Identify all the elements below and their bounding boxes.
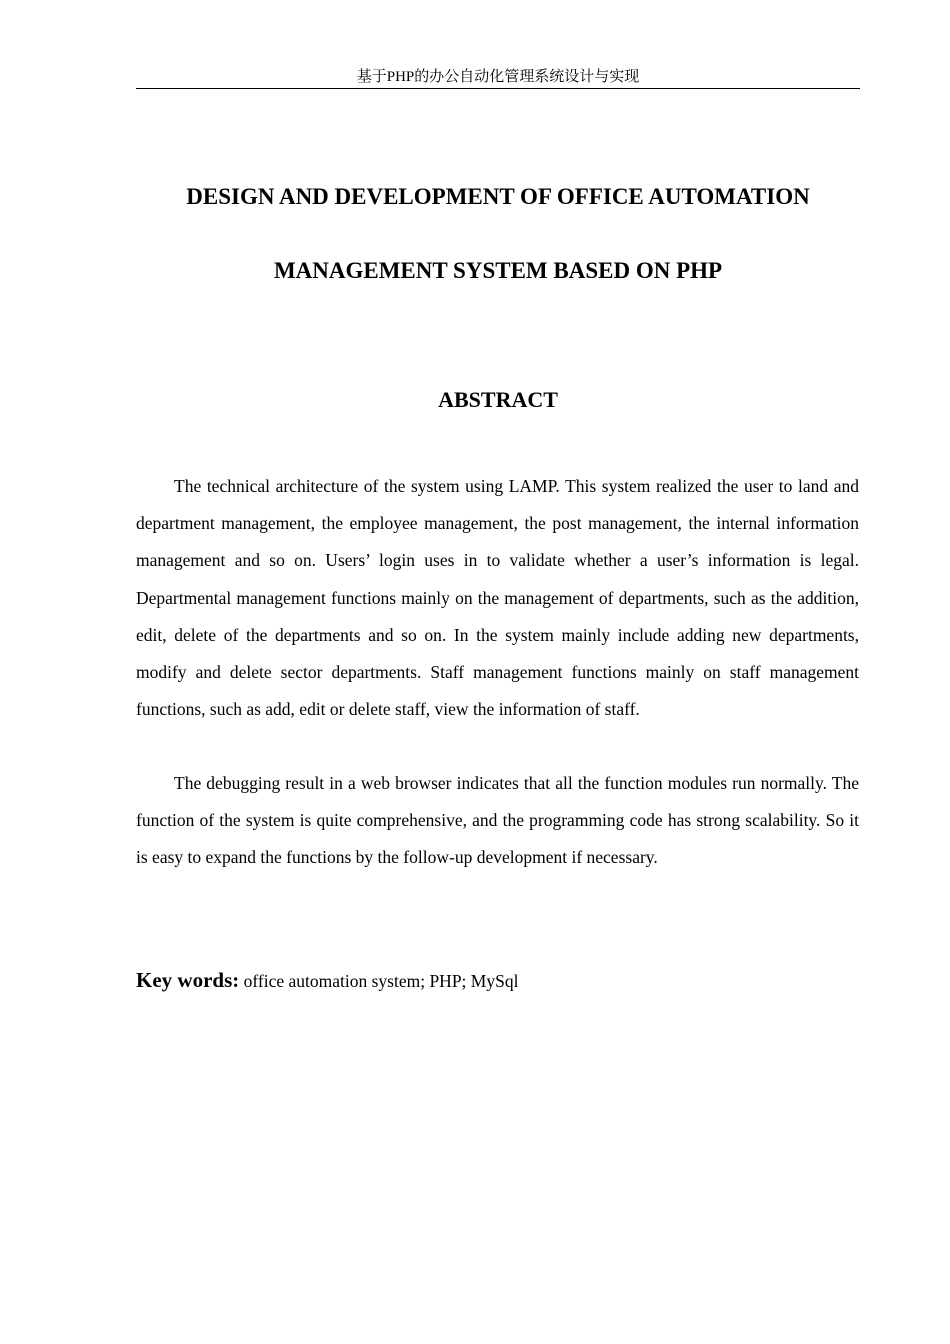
title-line-1: DESIGN AND DEVELOPMENT OF OFFICE AUTOMATION	[186, 184, 810, 209]
keywords-line	[136, 965, 860, 996]
abstract-heading: ABSTRACT	[438, 387, 558, 412]
keywords-label: Key words:	[136, 968, 240, 992]
abstract-paragraph-1: The technical architecture of the system using LAMP. This system realized the user to land and department management, the employee management, the post management, the internal information management and so on. Users’ login uses in to validate whether a user’s information is legal. Departmental management functions mainly on the management of departments, such as the addition, edit, delete of the departments and so on. In the system mainly include adding new departments, modify and delete sector departments. Staff management functions mainly on staff management functions, such as add, edit or delete staff, view the information of staff.	[136, 476, 859, 720]
title-line-2: MANAGEMENT SYSTEM BASED ON PHP	[273, 258, 723, 283]
keywords-value: office automation system; PHP; MySql	[239, 971, 519, 991]
abstract-paragraph-2: The debugging result in a web browser indicates that all the function modules run normally. The function of the system is quite comprehensive, and the programming code has strong scalability. So it is easy to expand the functions by the follow-up development if necessary.	[136, 773, 859, 868]
running-header: 基于PHP的办公自动化管理系统设计与实现	[356, 69, 640, 85]
header-rule	[136, 88, 860, 89]
